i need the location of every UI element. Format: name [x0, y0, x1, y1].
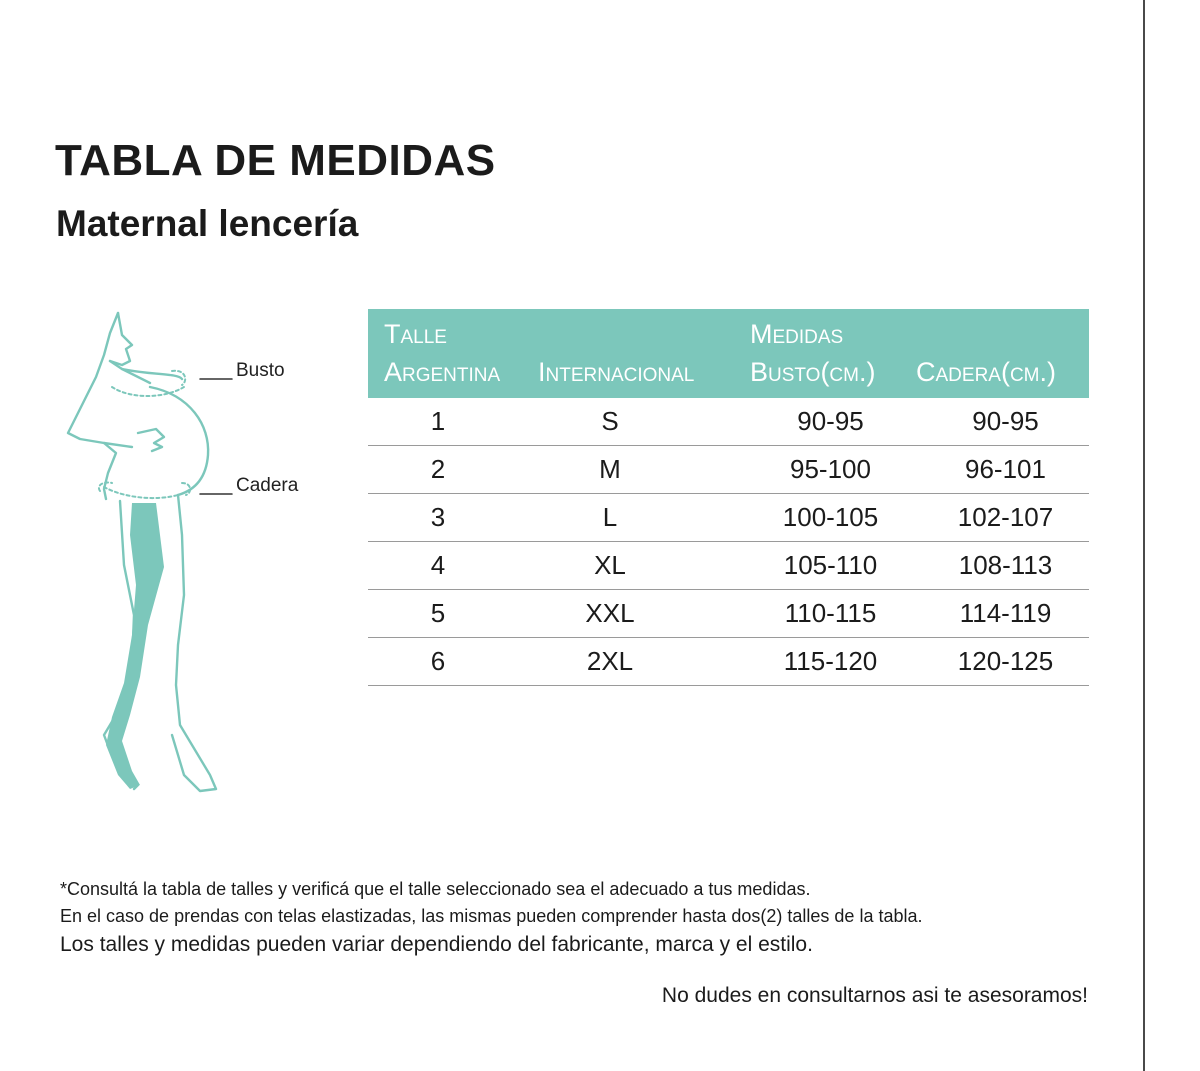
cell-argentina: 4 [430, 550, 446, 580]
cell-busto: 115-120 [783, 646, 878, 676]
header-talle: Talle [384, 319, 447, 349]
page-edge-divider [1143, 0, 1145, 1071]
note-size-variation: Los talles y medidas pueden variar dependiendo del fabricante, marca y el estilo. [60, 933, 813, 956]
header-cadera: Cadera(cm.) [916, 357, 1056, 387]
table-row [368, 446, 1089, 494]
contact-cta: No dudes en consultarnos asi te asesoramos! [661, 984, 1088, 1007]
cell-internacional: XL [594, 550, 626, 580]
cell-argentina: 5 [430, 598, 446, 628]
cell-busto: 95-100 [790, 454, 871, 484]
page-title: TABLA DE MEDIDAS [55, 136, 496, 185]
cell-cadera: 90-95 [972, 406, 1039, 436]
header-argentina: Argentina [384, 357, 501, 387]
table-row [368, 542, 1089, 590]
cell-busto: 100-105 [782, 502, 879, 532]
cell-cadera: 96-101 [965, 454, 1046, 484]
cell-cadera: 108-113 [958, 550, 1053, 580]
table-row [368, 590, 1089, 638]
header-medidas: Medidas [750, 319, 844, 349]
table-row [368, 494, 1089, 542]
maternity-figure-illustration [60, 305, 320, 805]
cadera-label: Cadera [236, 475, 299, 496]
header-internacional: Internacional [538, 357, 695, 387]
cell-busto: 110-115 [784, 598, 877, 628]
cell-argentina: 2 [430, 454, 446, 484]
cell-internacional: L [602, 502, 618, 532]
cell-cadera: 120-125 [957, 646, 1054, 676]
note-elastic-fabrics: En el caso de prendas con telas elastizadas, las mismas pueden comprender hasta dos(2) talles de la tabla. [60, 906, 923, 926]
cell-cadera: 114-119 [959, 598, 1052, 628]
cell-argentina: 6 [430, 646, 446, 676]
footnotes [60, 876, 1120, 960]
cell-internacional: M [599, 454, 621, 484]
table-row [368, 638, 1089, 686]
header-busto: Busto(cm.) [750, 357, 876, 387]
cell-internacional: 2XL [586, 646, 634, 676]
cell-argentina: 1 [430, 406, 446, 436]
page-subtitle: Maternal lencería [56, 203, 359, 244]
busto-label: Busto [236, 360, 285, 381]
size-table [368, 309, 1089, 686]
note-consult-table: *Consultá la tabla de talles y verificá que el talle seleccionado sea el adecuado a tus medidas. [60, 879, 811, 899]
cell-busto: 90-95 [797, 406, 864, 436]
cell-argentina: 3 [430, 502, 446, 532]
table-header [368, 309, 1089, 398]
cell-busto: 105-110 [783, 550, 878, 580]
cell-cadera: 102-107 [957, 502, 1054, 532]
cell-internacional: XXL [585, 598, 635, 628]
table-row [368, 398, 1089, 446]
cell-internacional: S [601, 406, 619, 436]
